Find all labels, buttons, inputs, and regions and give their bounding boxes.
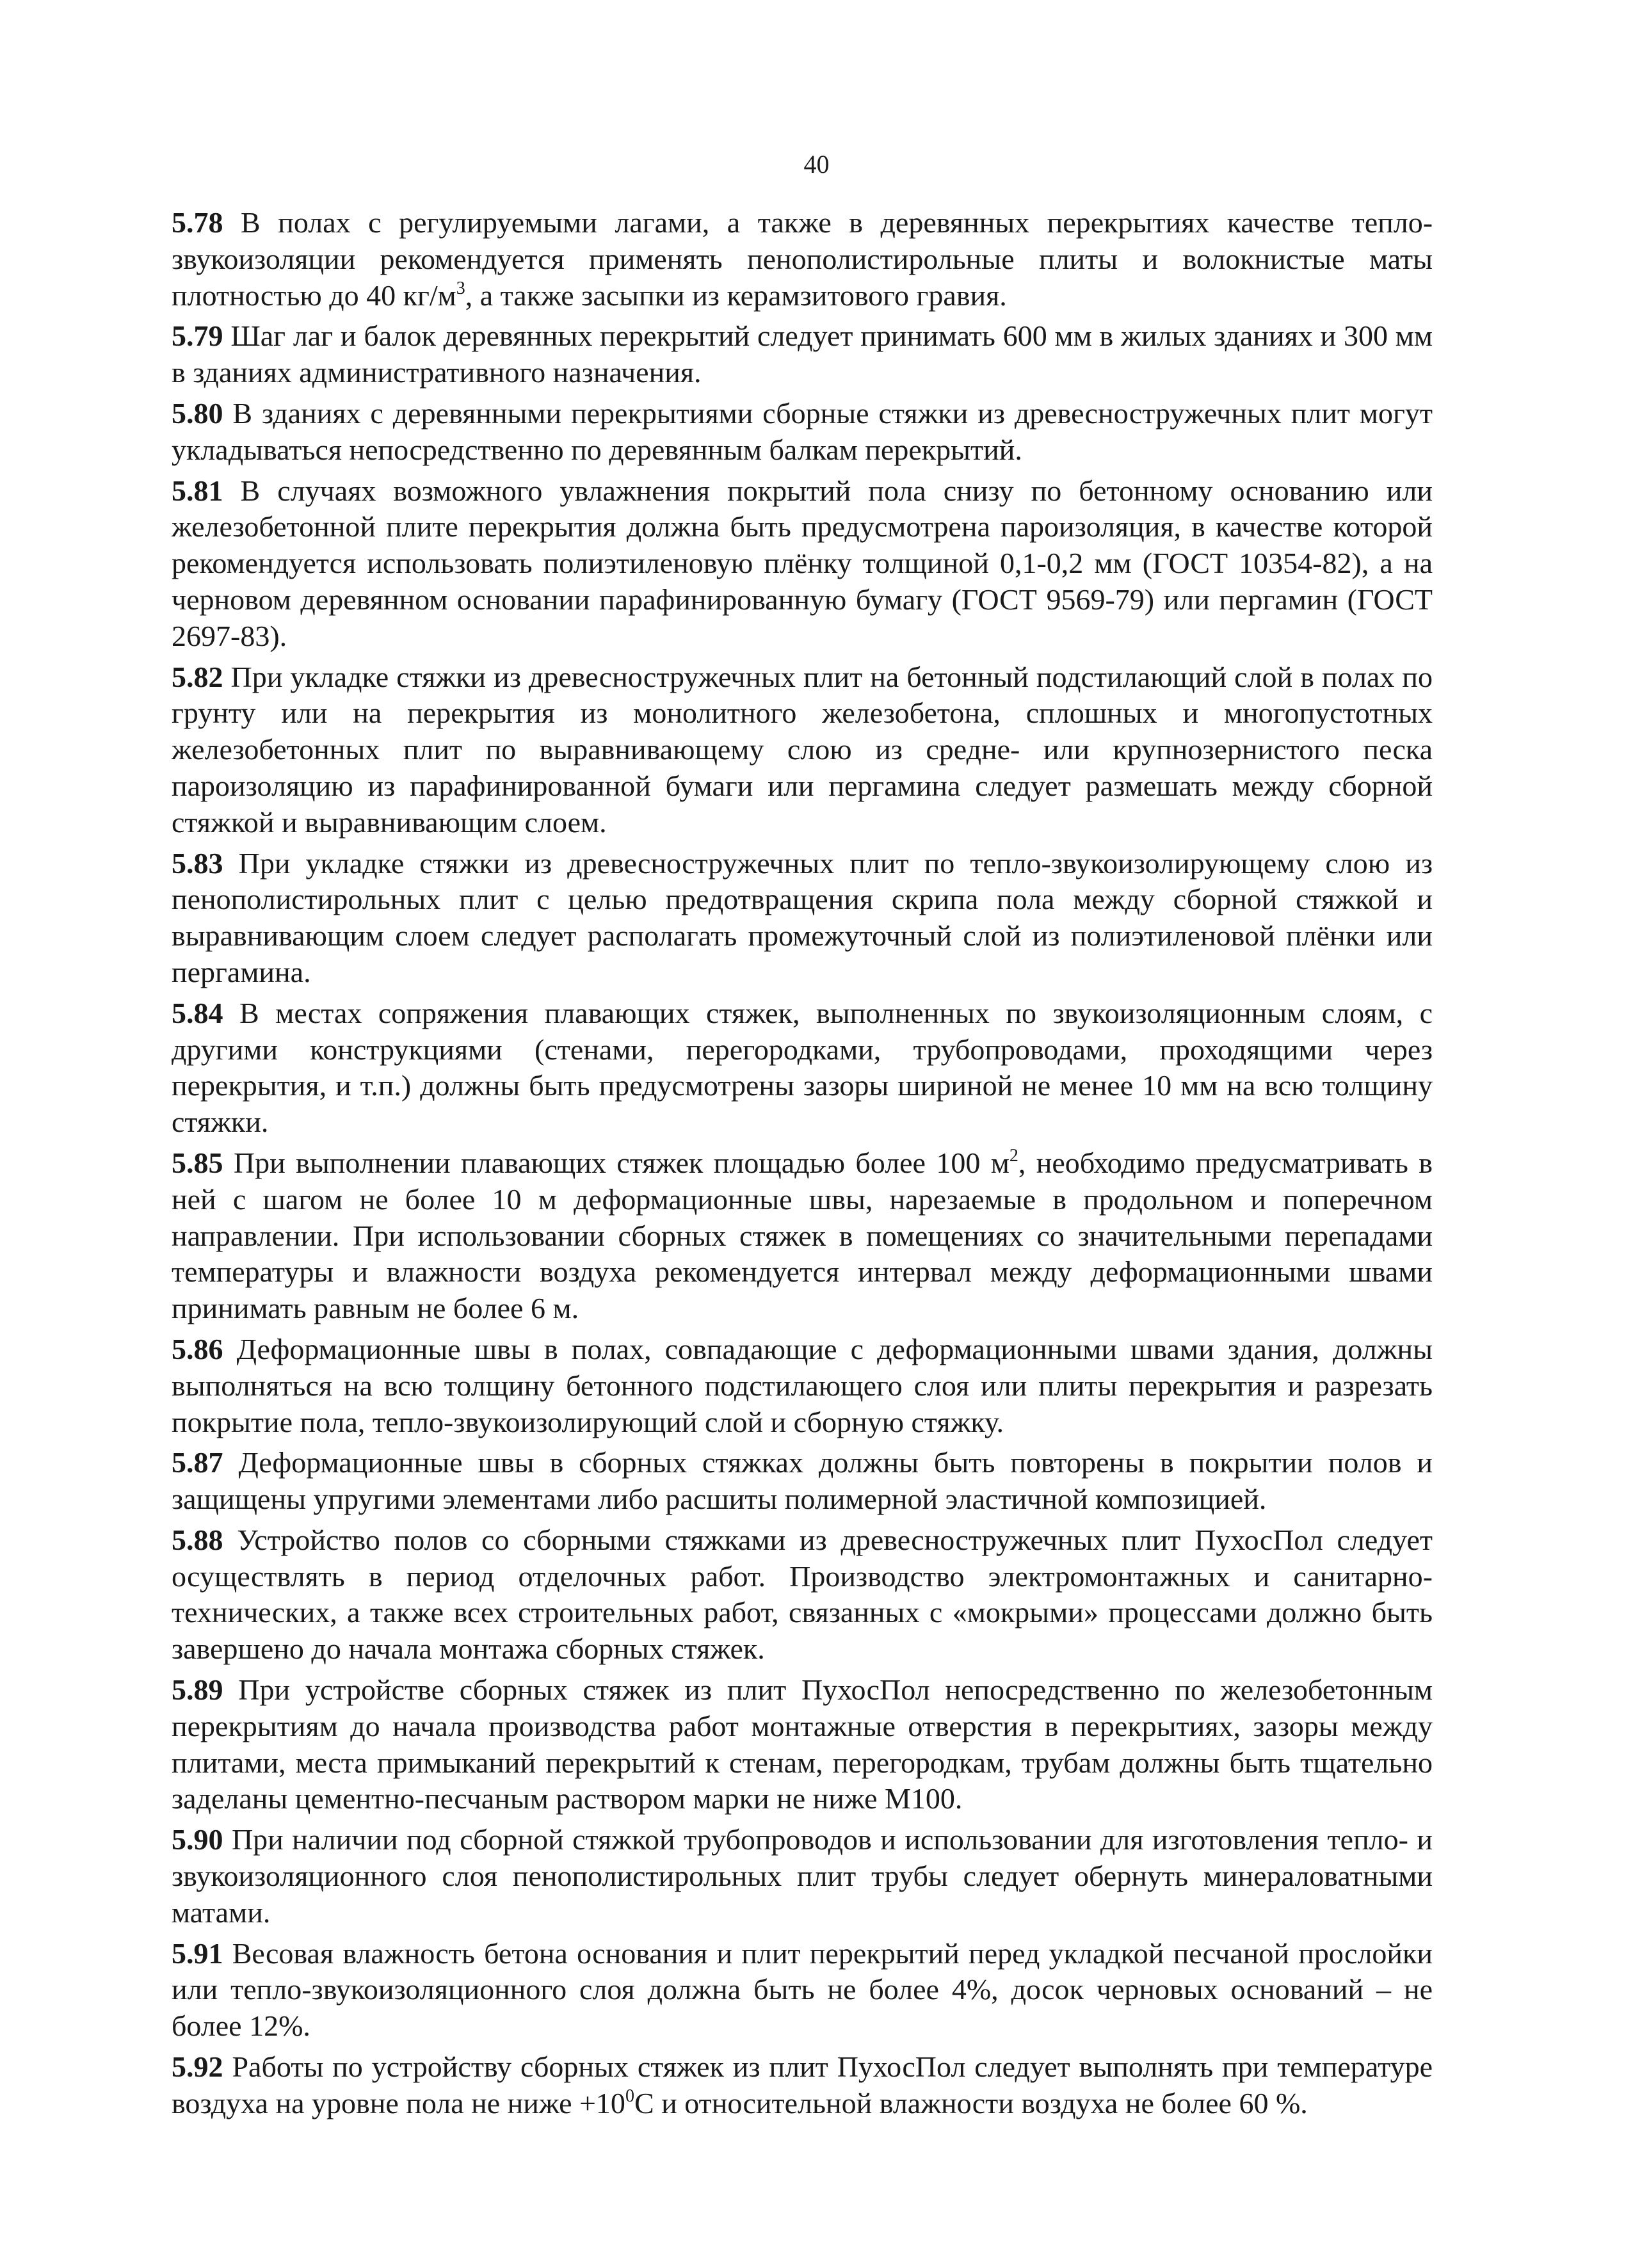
paragraph-text: Весовая влажность бетона основания и плит перекрытий перед укладкой песчаной прослойки или тепло-звукоизоляционного слоя должна быть не более 4%, досок черновых оснований – не более 12%. xyxy=(172,1936,1433,2043)
paragraph-5-85 xyxy=(172,1145,1433,1327)
paragraph-5-82 xyxy=(172,659,1433,841)
clause-number: 5.80 xyxy=(172,396,223,430)
clause-number: 5.87 xyxy=(172,1446,223,1479)
paragraph-5-83 xyxy=(172,846,1433,991)
paragraph-5-84 xyxy=(172,995,1433,1141)
clause-number: 5.91 xyxy=(172,1936,223,1970)
paragraph-text: В зданиях с деревянными перекрытиями сборные стяжки из древесностружечных плит могут укладываться непосредственно по деревянным балкам перекрытий. xyxy=(172,396,1433,466)
clause-number: 5.84 xyxy=(172,996,223,1029)
paragraph-5-91 xyxy=(172,1936,1433,2045)
clause-number: 5.88 xyxy=(172,1523,223,1556)
paragraph-text-tail: С и относительной влажности воздуха не более 60 %. xyxy=(634,2086,1308,2119)
paragraph-text-tail: , необходимо предусматривать в ней с шагом не более 10 м деформационные швы, нарезаемые в продольном и поперечном направлении. При использовании сборных стяжек в помещениях со значительными перепадами температуры и влажности воздуха рекомендуется интервал между деформационными швами принимать равным не более 6 м. xyxy=(172,1146,1433,1325)
paragraph-5-92 xyxy=(172,2049,1433,2122)
paragraph-5-88 xyxy=(172,1522,1433,1668)
paragraph-text: В местах сопряжения плавающих стяжек, выполненных по звукоизоляционным слоям, с другими конструкциями (стенами, перегородками, трубопроводами, проходящими через перекрытия, и т.п.) должны быть предусмотрены зазоры шириной не менее 10 мм на всю толщину стяжки. xyxy=(172,996,1433,1139)
clause-number: 5.81 xyxy=(172,474,223,507)
paragraph-text: При устройстве сборных стяжек из плит ПухосПол непосредственно по железобетонным перекрытиям до начала производства работ монтажные отверстия в перекрытиях, зазоры между плитами, места примыканий перекрытий к стенам, перегородкам, трубам должны быть тщательно заделаны цементно-песчаным раствором марки не ниже М100. xyxy=(172,1673,1433,1815)
paragraph-text: Шаг лаг и балок деревянных перекрытий следует принимать 600 мм в жилых зданиях и 300 мм в зданиях административного назначения. xyxy=(172,319,1433,389)
paragraph-5-80 xyxy=(172,396,1433,469)
clause-number: 5.85 xyxy=(172,1146,223,1179)
paragraph-5-90 xyxy=(172,1822,1433,1931)
paragraph-5-87 xyxy=(172,1445,1433,1518)
clause-number: 5.83 xyxy=(172,846,223,880)
clause-number: 5.90 xyxy=(172,1823,223,1856)
paragraph-text: При укладке стяжки из древесностружечных плит по тепло-звукоизолирующему слою из пенополистирольных плит с целью предотвращения скрипа пола между сборной стяжкой и выравнивающим слоем следует располагать промежуточный слой из полиэтиленовой плёнки или пергамина. xyxy=(172,846,1433,988)
paragraph-5-81 xyxy=(172,473,1433,655)
paragraph-text: В случаях возможного увлажнения покрытий пола снизу по бетонному основанию или железобетонной плите перекрытия должна быть предусмотрена пароизоляция, в качестве которой рекомендуется использовать полиэтиленовую плёнку толщиной 0,1-0,2 мм (ГОСТ 10354-82), а на черновом деревянном основании парафинированную бумагу (ГОСТ 9569-79) или пергамин (ГОСТ 2697-83). xyxy=(172,474,1433,652)
paragraph-text: В полах с регулируемыми лагами, а также в деревянных перекрытиях качестве тепло-звукоизоляции рекомендуется применять пенополистирольные плиты и волокнистые маты плотностью до 40 кг/м xyxy=(172,206,1433,312)
paragraph-text-tail: , а также засыпки из керамзитового гравия. xyxy=(465,278,1007,312)
paragraph-5-79 xyxy=(172,318,1433,391)
document-body xyxy=(172,205,1433,2127)
paragraph-5-78 xyxy=(172,205,1433,314)
paragraph-text: Устройство полов со сборными стяжками из древесностружечных плит ПухосПол следует осуществлять в период отделочных работ. Производство электромонтажных и санитарно-технических, а также всех строительных работ, связанных с «мокрыми» процессами должно быть завершено до начала монтажа сборных стяжек. xyxy=(172,1523,1433,1666)
superscript: 3 xyxy=(456,278,465,298)
clause-number: 5.89 xyxy=(172,1673,223,1707)
paragraph-text: Деформационные швы в сборных стяжках должны быть повторены в покрытии полов и защищены упругими элементами либо расшиты полимерной эластичной композицией. xyxy=(172,1446,1433,1516)
paragraph-5-86 xyxy=(172,1331,1433,1440)
superscript: 0 xyxy=(625,2086,634,2106)
paragraph-text: При выполнении плавающих стяжек площадью более 100 м xyxy=(233,1146,1010,1179)
paragraph-text: Деформационные швы в полах, совпадающие с деформационными швами здания, должны выполняться на всю толщину бетонного подстилающего слоя или плиты перекрытия и разрезать покрытие пола, тепло-звукоизолирующий слой и сборную стяжку. xyxy=(172,1332,1433,1438)
superscript: 2 xyxy=(1009,1145,1018,1166)
paragraph-text: При укладке стяжки из древесностружечных плит на бетонный подстилающий слой в полах по грунту или на перекрытия из монолитного железобетона, сплошных и многопустотных железобетонных плит по выравнивающему слою из средне- или крупнозернистого песка пароизоляцию из парафинированной бумаги или пергамина следует размешать между сборной стяжкой и выравнивающим слоем. xyxy=(172,660,1433,839)
paragraph-text: Работы по устройству сборных стяжек из плит ПухосПол следует выполнять при температуре воздуха на уровне пола не ниже +10 xyxy=(172,2050,1433,2119)
clause-number: 5.92 xyxy=(172,2050,223,2084)
clause-number: 5.78 xyxy=(172,206,223,239)
clause-number: 5.79 xyxy=(172,319,223,353)
clause-number: 5.82 xyxy=(172,660,223,693)
paragraph-5-89 xyxy=(172,1672,1433,1817)
clause-number: 5.86 xyxy=(172,1332,223,1365)
paragraph-text: При наличии под сборной стяжкой трубопроводов и использовании для изготовления тепло- и звукоизоляционного слоя пенополистирольных плит трубы следует обернуть минераловатными матами. xyxy=(172,1823,1433,1929)
page-number: 40 xyxy=(803,150,830,179)
